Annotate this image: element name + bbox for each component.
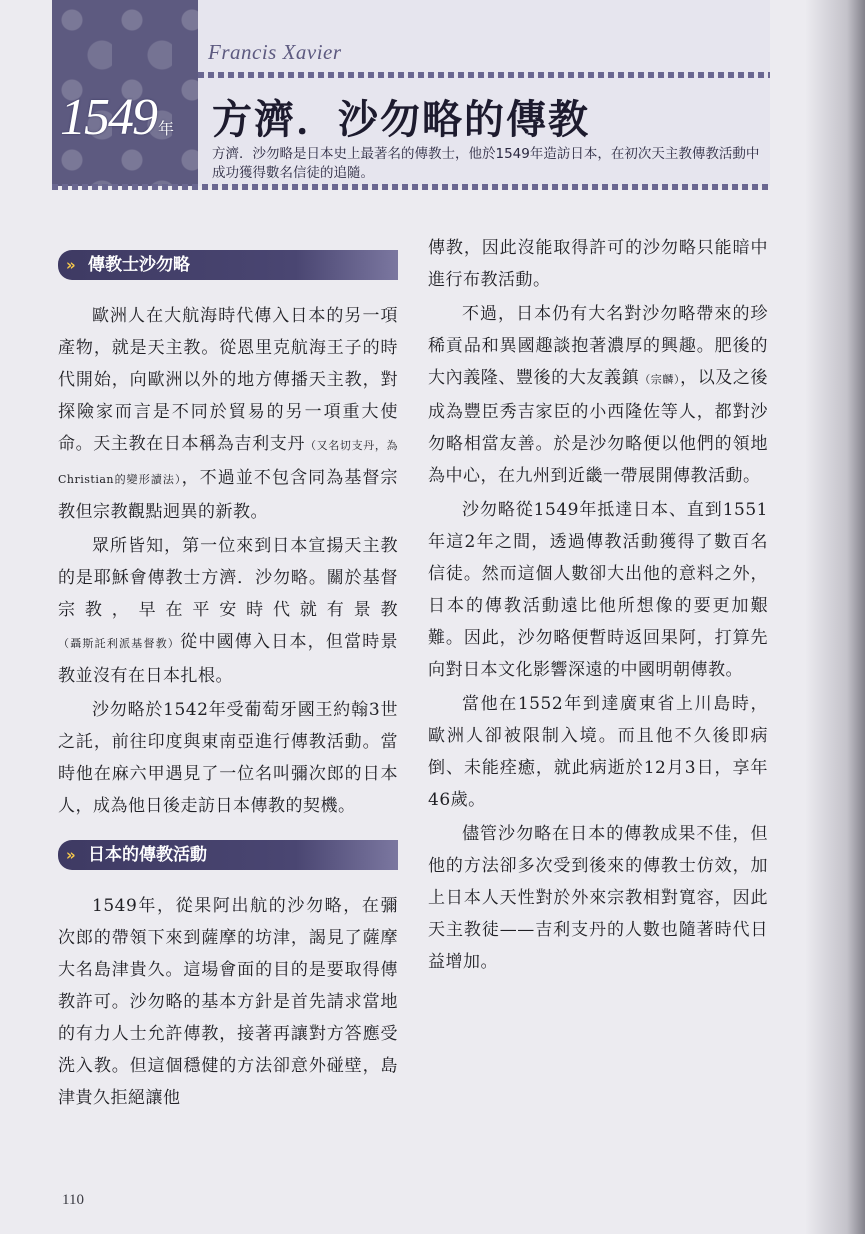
inline-note: （聶斯託利派基督教） xyxy=(58,637,181,650)
page-subtitle: 方濟．沙勿略是日本史上最著名的傳教士，他於1549年造訪日本，在初次天主教傳教活動中成功獲得數名信徒的追隨。 xyxy=(212,146,760,181)
left-column xyxy=(58,232,398,1116)
paragraph: 眾所皆知，第一位來到日本宣揚天主教的是耶穌會傳教士方濟．沙勿略。關於基督宗教，早在平安時代就有景教（聶斯託利派基督教）從中國傳入日本，但當時景教並沒有在日本扎根。 xyxy=(58,536,399,686)
paragraph: 儘管沙勿略在日本的傳教成果不佳，但他的方法卻多次受到後來的傳教士仿效，加上日本人天性對於外來宗教相對寬容，因此天主教徒——吉利支丹的人數也隨著時代日益增加。 xyxy=(428,824,768,972)
paragraph-continuation: 傳教，因此沒能取得許可的沙勿略只能暗中進行布教活動。 xyxy=(428,238,768,290)
page-title: 方濟．沙勿略的傳教 xyxy=(212,96,590,143)
english-title: Francis Xavier xyxy=(208,40,342,64)
decorative-divider xyxy=(198,72,770,78)
section-heading-text: 傳教士沙勿略 xyxy=(88,255,190,275)
double-chevron-icon: » xyxy=(66,256,76,274)
year-suffix: 年 xyxy=(158,119,173,138)
paragraph: 沙勿略從1549年抵達日本、直到1551年這2年之間，透過傳教活動獲得了數百名信徒。然而這個人數卻大出他的意料之外，日本的傳教活動遠比他所想像的要更加艱難。因此，沙勿略便暫時返回果阿，打算先向對日本文化影響深遠的中國明朝傳教。 xyxy=(428,500,768,680)
inline-note: （宗麟） xyxy=(639,373,681,386)
section-heading-text: 日本的傳教活動 xyxy=(88,845,207,865)
page-edge-shadow xyxy=(805,0,865,1234)
section-heading xyxy=(58,840,398,870)
paragraph: 1549年，從果阿出航的沙勿略，在彌次郎的帶領下來到薩摩的坊津，謁見了薩摩大名島津貴久。這場會面的目的是要取得傳教許可。沙勿略的基本方針是首先請求當地的有力人士允許傳教，接著再讓對方答應受洗入教。但這個穩健的方法卻意外碰壁，島津貴久拒絕讓他 xyxy=(58,896,398,1108)
right-column xyxy=(428,232,768,980)
paragraph: 沙勿略於1542年受葡萄牙國王約翰3世之託，前往印度與東南亞進行傳教活動。當時他在麻六甲遇見了一位名叫彌次郎的日本人，成為他日後走訪日本傳教的契機。 xyxy=(58,700,398,816)
paragraph: 不過，日本仍有大名對沙勿略帶來的珍稀貢品和異國趣談抱著濃厚的興趣。肥後的大內義隆、豐後的大友義鎮（宗麟），以及之後成為豐臣秀吉家臣的小西隆佐等人，都對沙勿略相當友善。於是沙勿略便以他們的領地為中心，在九州到近畿一帶展開傳教活動。 xyxy=(428,304,769,486)
year-label xyxy=(60,88,172,147)
chapter-header xyxy=(52,0,770,186)
double-chevron-icon: » xyxy=(66,846,76,864)
decorative-divider-bottom xyxy=(52,184,770,190)
inline-note: （又名切支丹，為Christian的變形讀法） xyxy=(58,439,398,486)
page-number: 110 xyxy=(62,1192,84,1208)
paragraph: 當他在1552年到達廣東省上川島時，歐洲人卻被限制入境。而且他不久後即病倒、未能痊癒，就此病逝於12月3日，享年46歲。 xyxy=(428,694,768,810)
paragraph: 歐洲人在大航海時代傳入日本的另一項產物，就是天主教。從恩里克航海王子的時代開始，向歐洲以外的地方傳播天主教，對探險家而言是不同於貿易的另一項重大使命。天主教在日本稱為吉利支丹（又名切支丹，為Christian的變形讀法），不過並不包含同為基督宗教但宗教觀點迥異的新教。 xyxy=(58,306,399,522)
year-number: 1549 xyxy=(60,89,156,146)
section-heading xyxy=(58,250,398,280)
